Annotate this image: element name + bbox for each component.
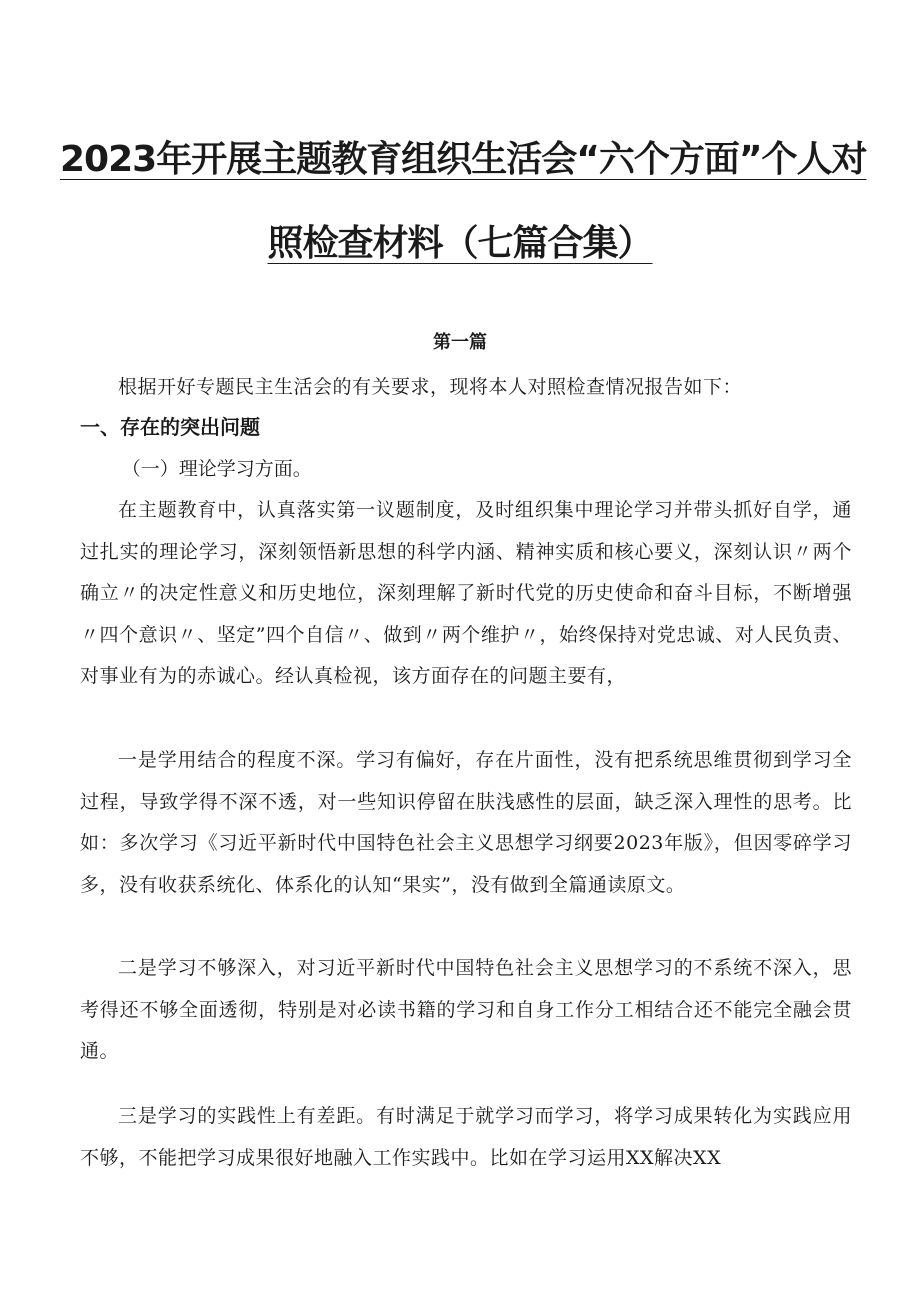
subsection-heading: （一）理论学习方面。 bbox=[121, 458, 312, 480]
section-heading: 一、存在的突出问题 bbox=[80, 415, 260, 439]
document-title-line-2: 照检查材料（七篇合集） bbox=[267, 223, 653, 264]
chapter-heading: 第一篇 bbox=[433, 332, 487, 353]
intro-paragraph: 根据开好专题民主生活会的有关要求，现将本人对照检查情况报告如下： bbox=[118, 376, 743, 398]
body-paragraph-2: 一是学用结合的程度不深。学习有偏好，存在片面性，没有把系统思维贯彻到学习全过程，导致学得不深不透，对一些知识停留在肤浅感性的层面，缺乏深入理性的思考。比如：多次学习《习近平新时代中国特色社会主义思想学习纲要2023年版》，但因零碎学习多，没有收获系统化、体系化的认知“果实”，没有做到全篇通读原文。 bbox=[80, 749, 852, 896]
body-paragraph-3: 二是学习不够深入，对习近平新时代中国特色社会主义思想学习的不系统不深入，思考得还不够全面透彻，特别是对必读书籍的学习和自身工作分工相结合还不能完全融会贯通。 bbox=[80, 957, 852, 1062]
body-paragraph-1: 在主题教育中，认真落实第一议题制度，及时组织集中理论学习并带头抓好自学，通过扎实的理论学习，深刻领悟新思想的科学内涵、精神实质和核心要义，深刻认识〃两个确立〃的决定性意义和历史地位，深刻理解了新时代党的历史使命和奋斗目标，不断增强〃四个意识〃、坚定”四个自信〃、做到〃两个维护〃，始终保持对党忠诚、对人民负责、对事业有为的赤诚心。经认真检视，该方面存在的问题主要有， bbox=[80, 499, 852, 687]
body-paragraph-4: 三是学习的实践性上有差距。有时满足于就学习而学习，将学习成果转化为实践应用不够，不能把学习成果很好地融入工作实践中。比如在学习运用XX解决XX bbox=[80, 1105, 852, 1169]
document-title-line-1: 2023年开展主题教育组织生活会“六个方面”个人对 bbox=[60, 139, 867, 180]
